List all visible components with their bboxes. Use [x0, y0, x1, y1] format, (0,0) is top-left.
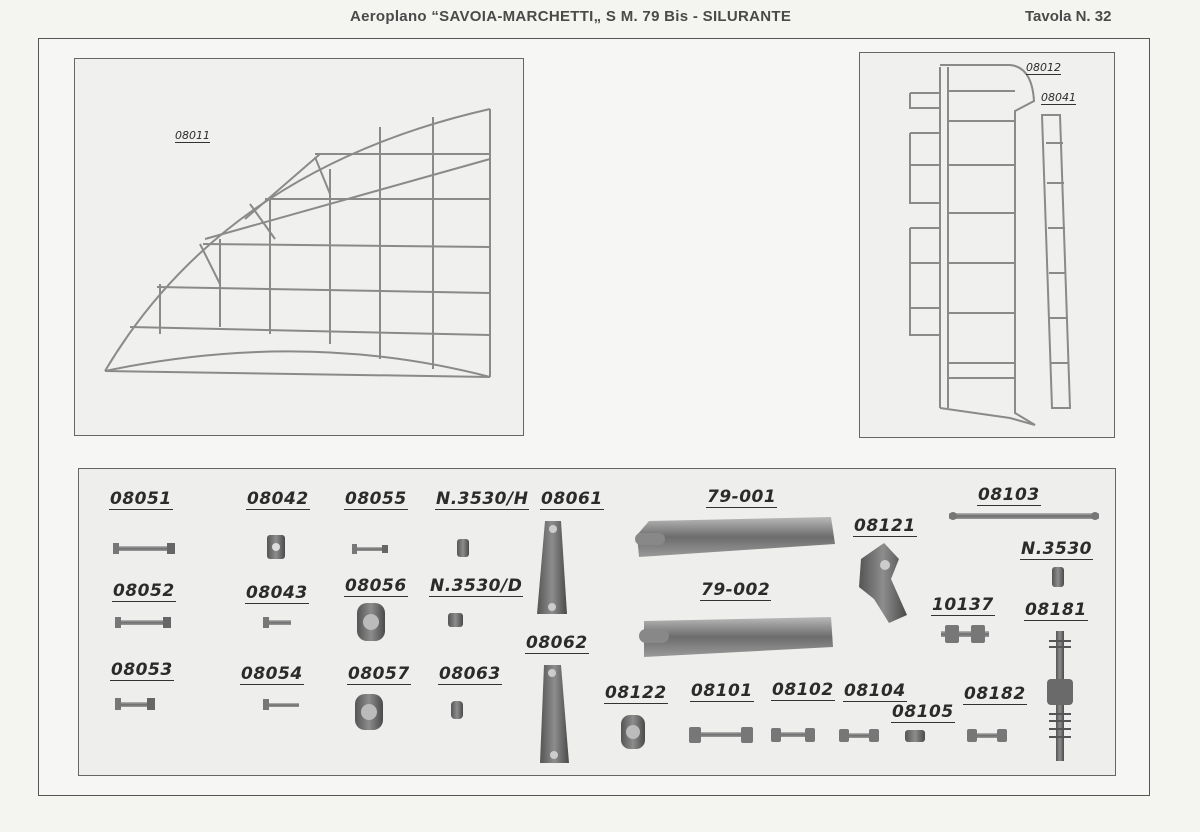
washer-n3530	[1052, 567, 1064, 587]
part-label-08061: 08061	[541, 489, 603, 509]
part-label-n3530h: N.3530/H	[436, 489, 529, 509]
rod-08103	[949, 512, 1099, 520]
part-label-79-001: 79-001	[707, 487, 777, 507]
rudder-frame-photo	[859, 52, 1115, 438]
part-label-08063: 08063	[439, 664, 501, 684]
part-label-n3530: N.3530	[1021, 539, 1092, 559]
bracket-08121	[859, 543, 907, 623]
fin-frame-photo	[74, 58, 524, 436]
part-label-08102: 08102	[772, 680, 834, 700]
spacer-08105	[905, 730, 925, 742]
bolt-08104	[839, 729, 879, 742]
fin-frame-drawing	[75, 59, 524, 436]
part-label-08057: 08057	[348, 664, 410, 684]
part-label-08101: 08101	[691, 681, 753, 701]
bolt-08055	[352, 544, 388, 554]
bolt-08182	[967, 729, 1007, 742]
nut-08042	[267, 535, 285, 559]
bolt-08101	[689, 727, 753, 743]
part-label-08181: 08181	[1025, 600, 1087, 620]
part-label-08051: 08051	[110, 489, 172, 509]
nut-n3530d	[448, 613, 463, 627]
rudder-frame-drawing	[860, 53, 1115, 438]
part-label-08043: 08043	[246, 583, 308, 603]
part-label-08182: 08182	[964, 684, 1026, 704]
trim-tab-label: 08041	[1041, 91, 1076, 104]
part-label-08054: 08054	[241, 664, 303, 684]
lever-08061	[537, 521, 567, 614]
bolt-08053	[115, 698, 155, 710]
hinge-79-001	[635, 517, 835, 557]
bolt-10137	[941, 625, 989, 643]
bearing-08057	[355, 694, 383, 730]
parts-photo	[78, 468, 1116, 776]
parts-drawing	[79, 469, 1116, 776]
spindle-08181	[1047, 631, 1073, 761]
part-label-10137: 10137	[932, 595, 994, 615]
bolt-08043	[263, 617, 291, 628]
bearing-08122	[621, 715, 645, 749]
page-title: Aeroplano “SAVOIA-MARCHETTI„ S M. 79 Bis - SILURANTE	[350, 8, 792, 25]
washer-n3530h	[457, 539, 469, 557]
part-label-08052: 08052	[113, 581, 175, 601]
part-label-08062: 08062	[526, 633, 588, 653]
part-label-08104: 08104	[844, 681, 906, 701]
washer-08063	[451, 701, 463, 719]
part-label-08105: 08105	[892, 702, 954, 722]
part-label-n3530d: N.3530/D	[430, 576, 523, 596]
part-label-08122: 08122	[605, 683, 667, 703]
bolt-08051	[113, 543, 175, 554]
part-label-08055: 08055	[345, 489, 407, 509]
part-label-08121: 08121	[854, 516, 916, 536]
part-label-08056: 08056	[345, 576, 407, 596]
plate-number: Tavola N. 32	[1025, 8, 1112, 25]
part-label-08053: 08053	[111, 660, 173, 680]
bolt-08052	[115, 617, 171, 628]
hinge-79-002	[639, 617, 833, 657]
part-label-08103: 08103	[978, 485, 1040, 505]
part-label-79-002: 79-002	[701, 580, 771, 600]
lever-08062	[540, 665, 569, 763]
part-label-08042: 08042	[247, 489, 309, 509]
bolt-08054	[263, 699, 299, 710]
rudder-frame-label: 08012	[1026, 61, 1061, 74]
bolt-08102	[771, 728, 815, 742]
fin-frame-label: 08011	[175, 129, 210, 142]
bearing-08056	[357, 603, 385, 641]
